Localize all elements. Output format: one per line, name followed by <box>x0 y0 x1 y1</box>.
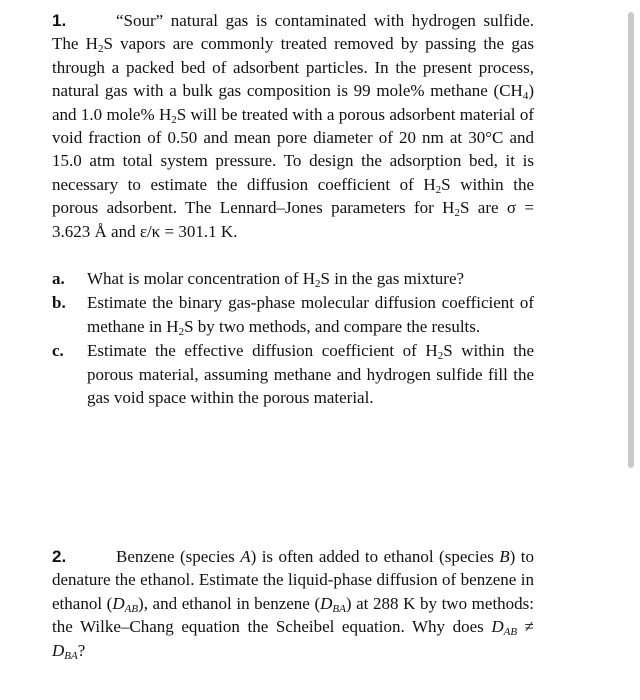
part-text: What is molar concentration of H <box>87 269 316 288</box>
part-label: b. <box>52 293 66 313</box>
symbol-d: D <box>320 593 333 613</box>
not-equal-sign: ≠ <box>517 617 534 637</box>
subscript <box>332 603 345 615</box>
subscript <box>504 626 517 638</box>
subscript <box>125 603 138 615</box>
subscript: 2 <box>315 278 321 290</box>
subscript-ab: AB <box>503 626 518 639</box>
problem-2-text: ? <box>77 640 86 660</box>
problem-2-number: 2. <box>52 547 67 566</box>
problem-2-text: ) is often added to ethanol (species <box>250 547 500 566</box>
problem-1-text: natural gas is contaminated with hydrogen sulfide. The H <box>52 11 534 54</box>
subscript: 4 <box>522 90 529 103</box>
problem-1-text: ) and 1.0 mole% H <box>52 81 534 124</box>
subscript-ba: BA <box>64 649 78 662</box>
problem-1-text: S within the porous adsorbent. The Lennard–Jones parameters for H <box>52 174 535 218</box>
symbol-d: D <box>112 593 125 613</box>
problem-2-text: ) at 288 K by two methods: the Wilke–Chang equation the Scheibel equation. Why does <box>52 593 535 637</box>
species-a: A <box>240 547 251 566</box>
subscript: 2 <box>171 113 177 126</box>
subscript-ba: BA <box>332 602 346 615</box>
part-text: S within the porous material, assuming methane and hydrogen sulfide fill the gas void space within the porous material. <box>87 341 534 408</box>
symbol-d: D <box>52 640 65 660</box>
problem-2 <box>52 545 534 662</box>
part-text: Estimate the binary gas-phase molecular diffusion coefficient of methane in H <box>87 293 534 336</box>
species-b: B <box>499 547 510 566</box>
part-text: S in the gas mixture? <box>320 269 465 288</box>
problem-1-number: 1. <box>52 11 67 30</box>
part-text: Estimate the effective diffusion coefficient of H <box>87 341 438 361</box>
subscript <box>64 650 77 662</box>
part-label: c. <box>52 341 64 361</box>
problem-1-text: S vapors are commonly treated removed by passing the gas through a packed bed of adsorbent particles. In the present process, natural gas with a bulk gas composition is 99 mole% methane (CH <box>52 34 534 101</box>
part-label: a. <box>52 269 65 288</box>
subscript-ab: AB <box>124 602 139 615</box>
subscript: 2 <box>435 183 442 196</box>
subscript: 2 <box>178 325 185 338</box>
part-c <box>52 339 534 409</box>
part-b <box>52 291 534 338</box>
problem-2-text: ), and ethanol in benzene ( <box>138 593 321 613</box>
problem-2-text: ) to denature the ethanol. Estimate the liquid-phase diffusion of benzene in ethanol ( <box>52 547 534 613</box>
problem-1-text: S are σ = 3.623 Å and ε/κ = 301.1 K. <box>52 198 534 241</box>
symbol-d: D <box>491 617 504 637</box>
subscript: 2 <box>97 43 104 56</box>
problem-2-text: Benzene (species <box>116 547 241 566</box>
subscript: 2 <box>437 350 444 363</box>
problem-1-text: S will be treated with a porous adsorbent material of void fraction of 0.50 and mean pore diameter of 20 nm at 30°C and 15.0 atm total system pressure. To design the adsorption bed, it is necessary to estimate the diffusion coefficient of H <box>52 104 534 194</box>
part-text: S by two methods, and compare the results. <box>184 316 481 336</box>
problem-1-open-quote: “Sour” <box>116 11 164 30</box>
problem-1-parts <box>52 267 534 409</box>
scrollbar[interactable] <box>628 12 634 468</box>
problem-1 <box>52 9 534 243</box>
part-a <box>52 267 534 290</box>
subscript: 2 <box>454 207 460 220</box>
